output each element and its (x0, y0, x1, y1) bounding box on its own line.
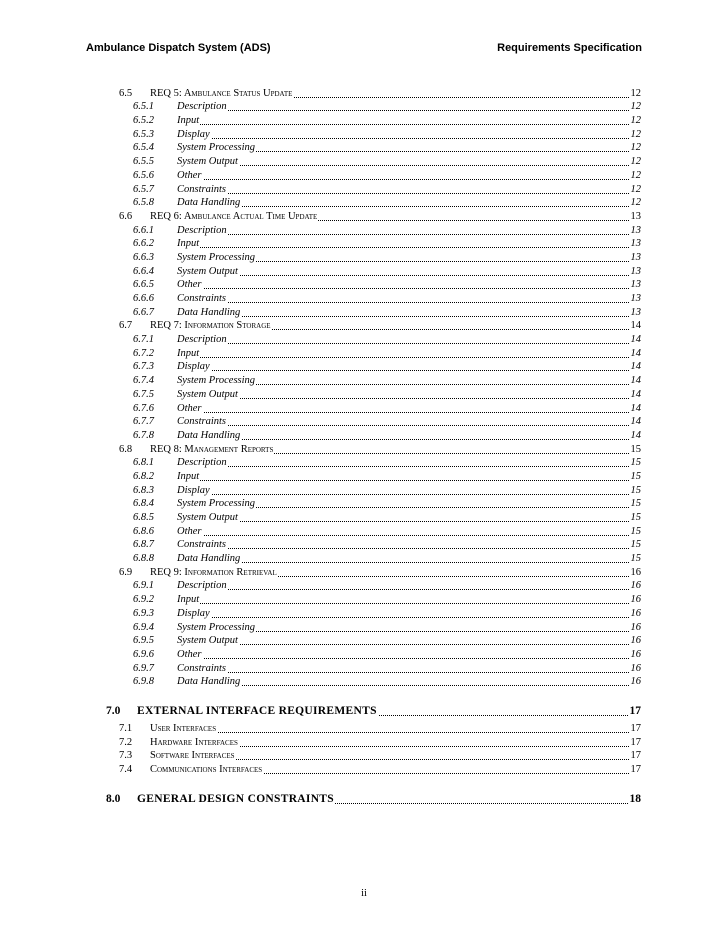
toc-entry-page: 16 (630, 580, 641, 592)
toc-entry-title: System Processing (177, 375, 256, 387)
toc-entry-number: 6.5.7 (133, 183, 154, 195)
toc-entry-number: 6.8.8 (133, 553, 154, 565)
toc-entry-title: Constraints (177, 183, 227, 195)
toc-entry-number: 6.6.5 (133, 279, 154, 291)
toc-entry[interactable] (0, 565, 728, 579)
toc-entry-page: 15 (630, 539, 641, 551)
toc-entry[interactable] (0, 401, 728, 415)
toc-entry-page: 13 (630, 306, 641, 318)
toc-entry-title: System Output (177, 388, 238, 400)
toc-entry-title: Description (177, 580, 227, 592)
toc-entry-number: 6.5.3 (133, 128, 154, 140)
toc-entry-number: 6.6.2 (133, 238, 154, 250)
toc-entry-page: 13 (630, 265, 641, 277)
toc-entry[interactable] (0, 696, 728, 718)
toc-entry-number: 6.8.1 (133, 457, 154, 469)
toc-dot-leader (177, 439, 633, 440)
toc-dot-leader (177, 138, 633, 139)
toc-entry[interactable] (0, 647, 728, 661)
toc-entry-page: 15 (630, 470, 641, 482)
toc-dot-leader (150, 732, 633, 733)
toc-entry[interactable] (0, 373, 728, 387)
toc-entry[interactable] (0, 278, 728, 292)
toc-entry-title: Input (177, 115, 200, 127)
toc-entry[interactable] (0, 319, 728, 333)
toc-entry-page: 16 (630, 594, 641, 606)
table-of-contents (0, 86, 728, 806)
toc-entry-page: 15 (630, 443, 641, 455)
toc-entry[interactable] (0, 538, 728, 552)
toc-entry-page: 16 (630, 566, 641, 578)
toc-entry-title: Data Handling (177, 553, 241, 565)
toc-entry[interactable] (0, 86, 728, 100)
toc-dot-leader (177, 302, 633, 303)
toc-entry[interactable] (0, 749, 728, 763)
toc-entry[interactable] (0, 387, 728, 401)
toc-entry-title: Constraints (177, 416, 227, 428)
toc-entry-page: 16 (630, 635, 641, 647)
toc-entry-title: Display (177, 484, 210, 496)
toc-entry-page: 14 (630, 429, 641, 441)
toc-entry-number: 7.0 (106, 705, 121, 718)
toc-entry-page: 12 (630, 128, 641, 140)
toc-dot-leader (177, 425, 633, 426)
toc-entry[interactable] (0, 456, 728, 470)
toc-entry-page: 14 (630, 375, 641, 387)
toc-entry[interactable] (0, 127, 728, 141)
toc-entry-number: 6.7.8 (133, 429, 154, 441)
toc-dot-leader (177, 672, 633, 673)
toc-entry[interactable] (0, 784, 728, 806)
toc-dot-leader (177, 589, 633, 590)
toc-entry-number: 6.6.6 (133, 293, 154, 304)
toc-dot-leader (177, 685, 633, 686)
toc-dot-leader (177, 275, 633, 276)
toc-entry-page: 17 (629, 705, 641, 718)
toc-entry-page: 17 (630, 722, 641, 734)
toc-entry-page: 14 (630, 361, 641, 373)
toc-entry-title: Other (177, 648, 202, 660)
toc-entry-title: System Output (177, 156, 238, 168)
toc-dot-leader (177, 480, 633, 481)
toc-entry[interactable] (0, 305, 728, 319)
toc-entry-number: 7.4 (119, 764, 133, 775)
toc-dot-leader (177, 658, 633, 659)
toc-entry-title: Display (177, 607, 210, 619)
toc-entry-page: 14 (630, 334, 641, 346)
toc-entry[interactable] (0, 291, 728, 305)
toc-entry-number: 6.9.6 (133, 648, 154, 660)
toc-entry-title: Data Handling (177, 306, 241, 318)
toc-entry[interactable] (0, 100, 728, 114)
toc-entry[interactable] (0, 675, 728, 689)
toc-entry-page: 14 (630, 402, 641, 414)
toc-dot-leader (177, 562, 633, 563)
toc-entry-page: 17 (630, 764, 641, 775)
toc-dot-leader (177, 370, 633, 371)
toc-entry-number: 6.5 (119, 87, 133, 99)
toc-entry-number: 6.8.4 (133, 498, 154, 510)
toc-entry-number: 6.5.5 (133, 156, 154, 168)
toc-entry-number: 6.9 (119, 566, 133, 578)
toc-entry[interactable] (0, 182, 728, 196)
toc-dot-leader (177, 617, 633, 618)
toc-entry-number: 6.8 (119, 443, 133, 455)
toc-entry-title: Constraints (177, 539, 227, 551)
toc-entry[interactable] (0, 762, 728, 776)
toc-entry-title: System Processing (177, 142, 256, 154)
toc-entry-page: 12 (630, 115, 641, 127)
toc-entry-page: 15 (630, 498, 641, 510)
toc-entry-page: 15 (630, 553, 641, 565)
toc-entry-number: 6.8.6 (133, 525, 154, 537)
toc-entry-page: 12 (630, 197, 641, 209)
toc-dot-leader (177, 165, 633, 166)
toc-entry-number: 6.7 (119, 320, 133, 332)
toc-entry-title: Other (177, 525, 202, 537)
toc-entry-page: 17 (630, 736, 641, 748)
toc-entry-title: System Processing (177, 251, 256, 263)
toc-entry-page: 14 (630, 388, 641, 400)
toc-entry-title: REQ 6: Ambulance Actual Time Update (150, 210, 318, 222)
toc-entry-title: Input (177, 594, 200, 606)
toc-entry-number: 6.6.7 (133, 306, 154, 318)
toc-dot-leader (177, 357, 633, 358)
toc-entry-number: 6.7.7 (133, 416, 154, 428)
toc-entry[interactable] (0, 250, 728, 264)
toc-dot-leader (177, 603, 633, 604)
toc-entry[interactable] (0, 360, 728, 374)
toc-entry[interactable] (0, 154, 728, 168)
toc-entry-number: 6.9.5 (133, 635, 154, 647)
toc-entry-number: 7.3 (119, 750, 133, 762)
toc-entry-number: 7.1 (119, 722, 133, 734)
toc-entry-number: 6.9.4 (133, 621, 154, 633)
toc-entry-number: 6.7.3 (133, 361, 154, 373)
header-document-title: Ambulance Dispatch System (ADS) (86, 42, 271, 54)
toc-entry-title: Description (177, 334, 227, 346)
toc-entry-page: 16 (630, 676, 641, 688)
toc-dot-leader (177, 466, 633, 467)
toc-dot-leader (177, 247, 633, 248)
toc-entry-page: 13 (630, 238, 641, 250)
toc-entry-title: Input (177, 347, 200, 359)
header-document-type: Requirements Specification (497, 42, 642, 54)
toc-entry-page: 12 (630, 87, 641, 99)
toc-entry-number: 8.0 (106, 793, 121, 805)
toc-entry-title: Data Handling (177, 197, 241, 209)
toc-entry-title: EXTERNAL INTERFACE REQUIREMENTS (137, 705, 377, 718)
toc-dot-leader (177, 548, 633, 549)
toc-dot-leader (177, 179, 633, 180)
toc-dot-leader (177, 494, 633, 495)
toc-entry-number: 6.9.2 (133, 594, 154, 606)
toc-entry[interactable] (0, 168, 728, 182)
toc-entry-title: System Processing (177, 621, 256, 633)
toc-entry-page: 16 (630, 607, 641, 619)
toc-entry[interactable] (0, 113, 728, 127)
toc-entry[interactable] (0, 483, 728, 497)
toc-entry-title: Hardware Interfaces (150, 736, 238, 748)
toc-dot-leader (177, 124, 633, 125)
toc-entry-title: User Interfaces (150, 722, 217, 734)
toc-entry[interactable] (0, 606, 728, 620)
toc-entry-page: 16 (630, 621, 641, 633)
toc-entry-number: 6.7.1 (133, 334, 154, 346)
toc-entry-page: 13 (630, 279, 641, 291)
toc-entry[interactable] (0, 721, 728, 735)
toc-entry-number: 6.7.6 (133, 402, 154, 414)
toc-entry-number: 6.5.6 (133, 169, 154, 181)
toc-entry-page: 14 (630, 320, 641, 332)
toc-entry-number: 6.9.1 (133, 580, 154, 592)
toc-dot-leader (177, 535, 633, 536)
toc-entry-number: 6.6.4 (133, 265, 154, 277)
toc-entry-title: System Output (177, 512, 238, 523)
toc-entry[interactable] (0, 196, 728, 210)
toc-entry[interactable] (0, 264, 728, 278)
toc-entry-title: Description (177, 101, 227, 113)
toc-entry-number: 6.5.2 (133, 115, 154, 127)
toc-entry-page: 16 (630, 662, 641, 674)
toc-entry[interactable] (0, 237, 728, 251)
toc-entry[interactable] (0, 634, 728, 648)
toc-entry[interactable] (0, 497, 728, 511)
page-number: ii (361, 888, 367, 899)
toc-entry[interactable] (0, 524, 728, 538)
toc-dot-leader (177, 412, 633, 413)
toc-entry[interactable] (0, 469, 728, 483)
toc-entry-title: Display (177, 361, 210, 373)
toc-dot-leader (177, 206, 633, 207)
toc-entry-page: 15 (630, 457, 641, 469)
toc-entry[interactable] (0, 510, 728, 524)
toc-entry-title: REQ 9: Information Retrieval (150, 566, 277, 578)
toc-entry-page: 13 (630, 224, 641, 236)
toc-entry-number: 6.9.3 (133, 607, 154, 619)
toc-dot-leader (177, 288, 633, 289)
toc-entry[interactable] (0, 620, 728, 634)
toc-entry-number: 6.9.8 (133, 676, 154, 688)
toc-entry-page: 14 (630, 347, 641, 359)
toc-entry-title: Data Handling (177, 429, 241, 441)
toc-entry-number: 6.6.1 (133, 224, 154, 236)
toc-entry-title: Constraints (177, 662, 227, 674)
toc-dot-leader (177, 193, 633, 194)
toc-entry-page: 12 (630, 183, 641, 195)
toc-entry-page: 13 (630, 293, 641, 304)
toc-entry-title: Input (177, 238, 200, 250)
toc-entry-page: 12 (630, 169, 641, 181)
toc-entry-title: REQ 7: Information Storage (150, 320, 271, 332)
toc-entry[interactable] (0, 346, 728, 360)
toc-dot-leader (177, 343, 633, 344)
toc-entry[interactable] (0, 141, 728, 155)
toc-entry[interactable] (0, 223, 728, 237)
toc-entry-title: System Output (177, 265, 238, 277)
toc-entry[interactable] (0, 661, 728, 675)
toc-entry-number: 6.6.3 (133, 251, 154, 263)
toc-dot-leader (177, 644, 633, 645)
toc-entry-page: 17 (630, 750, 641, 762)
toc-entry-page: 16 (630, 648, 641, 660)
toc-entry-number: 6.8.3 (133, 484, 154, 496)
toc-entry-page: 15 (630, 484, 641, 496)
toc-entry-title: Communications Interfaces (150, 764, 263, 775)
toc-entry-title: GENERAL DESIGN CONSTRAINTS (137, 793, 334, 805)
toc-entry-number: 6.8.5 (133, 512, 154, 523)
toc-dot-leader (177, 234, 633, 235)
toc-entry[interactable] (0, 592, 728, 606)
toc-entry[interactable] (0, 209, 728, 223)
toc-entry-title: Other (177, 169, 202, 181)
toc-entry-number: 6.7.5 (133, 388, 154, 400)
toc-entry-number: 6.7.2 (133, 347, 154, 359)
toc-entry[interactable] (0, 551, 728, 565)
toc-entry-title: Input (177, 470, 200, 482)
toc-entry-title: Data Handling (177, 676, 241, 688)
toc-entry-title: REQ 5: Ambulance Status Update (150, 87, 293, 99)
toc-entry-number: 6.8.7 (133, 539, 154, 551)
toc-entry-number: 6.6 (119, 210, 133, 222)
toc-entry[interactable] (0, 415, 728, 429)
toc-entry[interactable] (0, 579, 728, 593)
toc-entry-number: 6.5.1 (133, 101, 154, 113)
toc-entry-number: 6.5.8 (133, 197, 154, 209)
toc-entry-page: 15 (630, 512, 641, 523)
toc-dot-leader (177, 316, 633, 317)
toc-entry-page: 14 (630, 416, 641, 428)
toc-dot-leader (177, 110, 633, 111)
toc-entry-title: Software Interfaces (150, 750, 235, 762)
toc-entry-title: REQ 8: Management Reports (150, 443, 274, 455)
toc-entry[interactable] (0, 332, 728, 346)
toc-entry-page: 13 (630, 251, 641, 263)
toc-entry-page: 12 (630, 142, 641, 154)
toc-entry-number: 6.7.4 (133, 375, 154, 387)
toc-entry-number: 6.5.4 (133, 142, 154, 154)
toc-entry-title: System Processing (177, 498, 256, 510)
toc-entry-number: 6.9.7 (133, 662, 154, 674)
toc-entry-title: Other (177, 402, 202, 414)
toc-entry-title: Description (177, 224, 227, 236)
toc-entry-title: System Output (177, 635, 238, 647)
toc-entry-page: 12 (630, 101, 641, 113)
toc-entry-page: 15 (630, 525, 641, 537)
page-header (86, 42, 642, 58)
toc-entry-title: Other (177, 279, 202, 291)
toc-entry-page: 18 (629, 793, 641, 805)
toc-entry-title: Description (177, 457, 227, 469)
toc-entry-title: Constraints (177, 293, 227, 304)
toc-entry-page: 13 (630, 210, 641, 222)
toc-entry-title: Display (177, 128, 210, 140)
toc-entry-page: 12 (630, 156, 641, 168)
toc-dot-leader (177, 398, 633, 399)
toc-dot-leader (177, 521, 633, 522)
toc-entry-number: 6.8.2 (133, 470, 154, 482)
toc-entry[interactable] (0, 735, 728, 749)
toc-entry[interactable] (0, 442, 728, 456)
toc-entry[interactable] (0, 428, 728, 442)
toc-entry-number: 7.2 (119, 736, 133, 748)
